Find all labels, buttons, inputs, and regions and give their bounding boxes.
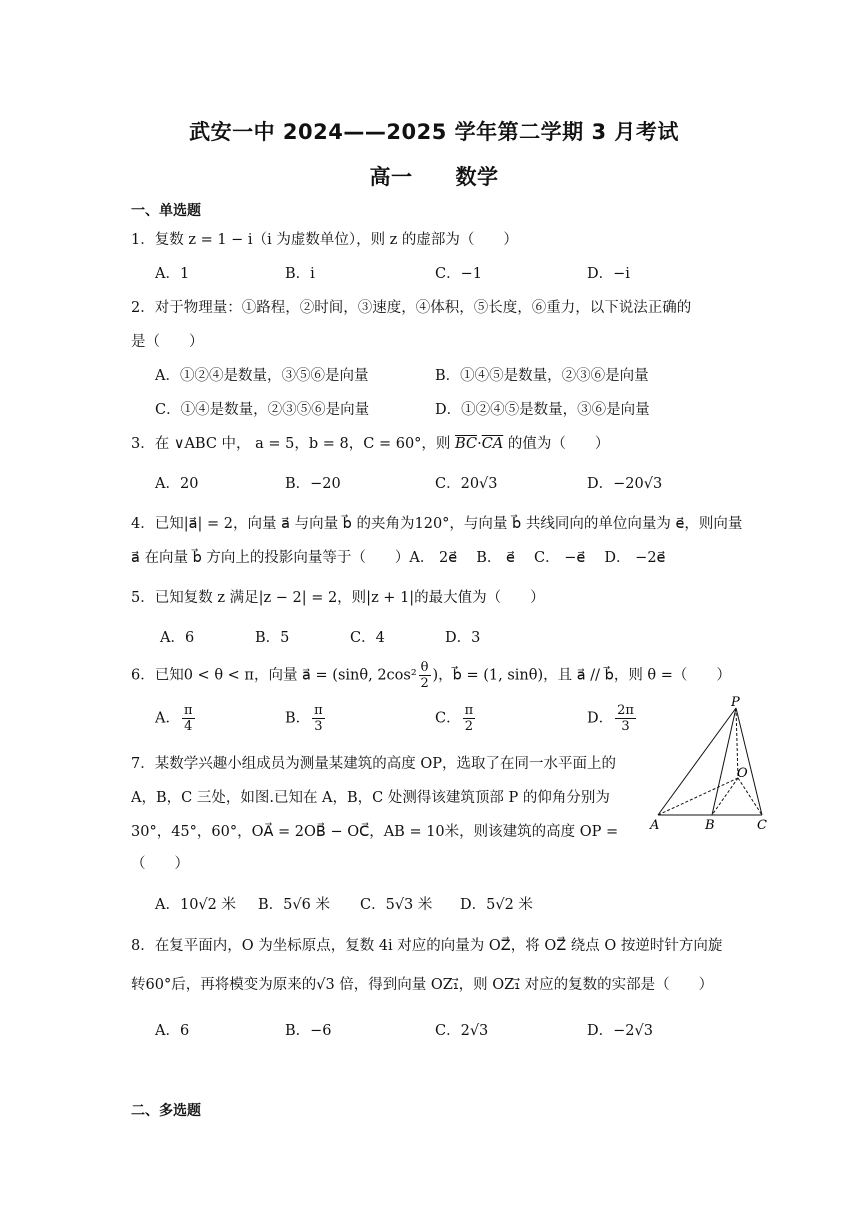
- question-6-option-d-denominator: 3: [621, 719, 630, 734]
- question-7-line3: 30°，45°，60°，OA⃗ = 2OB⃗ − OC⃗，AB = 10米，则该建筑的高度 OP =: [131, 824, 619, 840]
- figure-label-c: C: [757, 818, 767, 833]
- question-6-option-d-numerator: 2π: [617, 703, 634, 718]
- section-multiple-choice: 二、多选题: [131, 1103, 201, 1119]
- question-6-option-b-fraction: [312, 703, 325, 734]
- question-2-option-d: D．①②④⑤是数量，③⑥是向量: [435, 402, 650, 418]
- question-6-option-d: [587, 703, 638, 734]
- question-6-option-b: [285, 703, 327, 734]
- question-3-vector-ca: $\overline{CA}$: [481, 436, 504, 452]
- question-6-option-c-fraction: [463, 703, 476, 734]
- question-2-option-a: A．①②④是数量，③⑤⑥是向量: [155, 368, 369, 384]
- question-6-option-b-numerator: π: [314, 703, 323, 718]
- question-7-line4: （ ）: [131, 856, 189, 872]
- question-6-option-a: [155, 703, 197, 734]
- question-6-option-a-numerator: π: [183, 703, 193, 718]
- question-2-stem-line1: 2．对于物理量：①路程，②时间，③速度，④体积，⑤长度，⑥重力，以下说法正确的: [131, 300, 692, 316]
- question-3-dot: ·: [477, 436, 482, 452]
- question-3-stem-suffix: 的值为（ ）: [503, 436, 610, 452]
- question-8-option-c: C．2√3: [435, 1023, 489, 1039]
- question-8-option-a: A．6: [155, 1023, 190, 1039]
- question-7-line1: 7．某数学兴趣小组成员为测量某建筑的高度 OP，选取了在同一水平面上的: [131, 756, 616, 772]
- question-7-figure: [645, 695, 780, 835]
- figure-label-o: O: [737, 766, 748, 781]
- question-1-option-a: A．1: [155, 266, 190, 282]
- figure-label-a: A: [650, 818, 660, 833]
- question-6-option-c-label: C．: [435, 710, 461, 727]
- question-6-option-c: [435, 703, 477, 734]
- question-3-vector-bc: $\overline{BC}$: [455, 436, 478, 452]
- question-3-option-b: B．−20: [285, 476, 341, 492]
- question-1-option-c: C．−1: [435, 266, 482, 282]
- question-7-option-b: B．5√6 米: [258, 897, 330, 913]
- question-3-option-a: A．20: [155, 476, 199, 492]
- question-3-stem-prefix: 3．在 ∨ABC 中， a = 5，b = 8，C = 60°，则: [131, 436, 456, 452]
- question-3-option-d: D．−20√3: [587, 476, 663, 492]
- question-4-line2: a⃗ 在向量 b⃗ 方向上的投影向量等于（ ）A． 2e⃗ B． e⃗ C． −e⃗ D． −2e⃗: [131, 550, 666, 566]
- question-6-option-a-label: A．: [155, 710, 180, 727]
- question-6-half-angle-numerator: θ: [420, 660, 429, 675]
- question-2-option-c: C．①④是数量，②③⑤⑥是向量: [155, 402, 370, 418]
- question-3-option-c: C．20√3: [435, 476, 498, 492]
- question-3-stem: [131, 432, 609, 453]
- figure-segment-oa: [658, 778, 738, 815]
- question-2-stem-line2: 是（ ）: [131, 334, 204, 350]
- question-6-option-c-numerator: π: [464, 703, 474, 718]
- question-5-stem: 5．已知复数 z 满足|z − 2| = 2，则|z + 1|的最大值为（ ）: [131, 590, 545, 606]
- question-1-option-b: B．i: [285, 266, 315, 282]
- question-6-option-b-denominator: 3: [314, 719, 323, 734]
- question-6-option-a-denominator: 4: [184, 719, 193, 734]
- question-5-option-a: A．6: [160, 630, 195, 646]
- question-8-option-d: D．−2√3: [587, 1023, 653, 1039]
- question-6-half-angle-denominator: 2: [420, 676, 429, 691]
- question-6-stem: [131, 660, 731, 691]
- question-5-option-c: C．4: [350, 630, 385, 646]
- question-8-option-b: B．−6: [285, 1023, 332, 1039]
- question-6-option-c-denominator: 2: [464, 719, 474, 734]
- question-6-stem-prefix: 6．已知0 < θ < π，向量 a⃗ = (sinθ, 2cos²: [131, 667, 417, 684]
- question-5-option-d: D．3: [445, 630, 481, 646]
- question-2-option-b: B．①④⑤是数量，②③⑥是向量: [435, 368, 649, 384]
- question-7-option-c: C．5√3 米: [360, 897, 433, 913]
- question-1-option-d: D．−i: [587, 266, 630, 282]
- figure-segment-oc: [738, 778, 762, 815]
- figure-label-b: B: [705, 818, 715, 833]
- figure-edge-pc: [736, 708, 762, 815]
- question-8-line1: 8．在复平面内，O 为坐标原点，复数 4i 对应的向量为 OZ⃗，将 OZ⃗ 绕点 O 按逆时针方向旋: [131, 938, 723, 954]
- question-6-option-d-fraction: [615, 703, 636, 734]
- question-7-option-a: A．10√2 米: [155, 897, 236, 913]
- question-6-option-b-label: B．: [285, 710, 311, 727]
- question-5-option-b: B．5: [255, 630, 290, 646]
- question-7-line2: A，B，C 三处，如图.已知在 A，B，C 处测得该建筑顶部 P 的仰角分别为: [131, 790, 610, 806]
- question-4-line1: 4．已知|a⃗| = 2，向量 a⃗ 与向量 b⃗ 的夹角为120°，与向量 b⃗ 共线同向的单位向量为 e⃗，则向量: [131, 516, 743, 532]
- exam-title: 武安一中 2024——2025 学年第二学期 3 月考试: [189, 120, 679, 144]
- section-single-choice: 一、单选题: [131, 203, 201, 219]
- question-6-option-d-label: D．: [587, 710, 614, 727]
- question-6-half-angle-fraction: [419, 660, 431, 691]
- exam-subtitle: 高一 数学: [369, 165, 499, 189]
- figure-label-p: P: [731, 695, 740, 710]
- question-8-line2: 转60°后，再将模变为原来的√3 倍，得到向量 OZ₁⃗，则 OZ₁⃗ 对应的复数的实部是（ ）: [131, 977, 714, 993]
- question-1-stem: 1．复数 z = 1 − i（i 为虚数单位），则 z 的虚部为（ ）: [131, 232, 518, 248]
- question-7-option-d: D．5√2 米: [460, 897, 533, 913]
- question-6-option-a-fraction: [182, 703, 195, 734]
- question-6-stem-suffix: )，b⃗ = (1, sinθ)，且 a⃗ // b⃗，则 θ =（ ）: [432, 667, 731, 684]
